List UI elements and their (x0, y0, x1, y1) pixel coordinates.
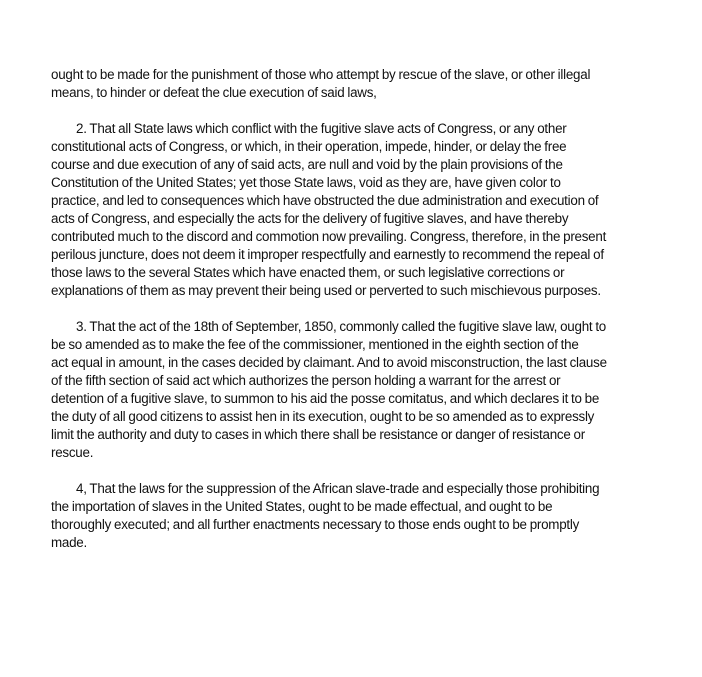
text-line: 3. That the act of the 18th of September, 1850, commonly called the fugitive slave law, ought to (76, 319, 607, 334)
document-page (51, 66, 661, 570)
text-line: made. (51, 535, 87, 550)
text-line: those laws to the several States which have enacted them, or such legislative corrections or (51, 265, 565, 280)
text-line: contributed much to the discord and commotion now prevailing. Congress, therefore, in the present (51, 229, 607, 244)
text-line: constitutional acts of Congress, or which, in their operation, impede, hinder, or delay the free (51, 139, 567, 154)
text-line: thoroughly executed; and all further enactments necessary to those ends ought to be promptly (51, 517, 580, 532)
text-line: ought to be made for the punishment of those who attempt by rescue of the slave, or other illegal (51, 67, 591, 82)
text-line: rescue. (51, 445, 94, 460)
text-line: detention of a fugitive slave, to summon to his aid the posse comitatus, and which declares it to be (51, 391, 600, 406)
paragraph-resolution-3 (51, 318, 661, 462)
text-line: Constitution of the United States; yet those State laws, void as they are, have given color to (51, 175, 561, 190)
text-line: means, to hinder or defeat the clue execution of said laws, (51, 85, 377, 100)
text-line: perilous juncture, does not deem it improper respectfully and earnestly to recommend the repeal of (51, 247, 604, 262)
text-line: be so amended as to make the fee of the commissioner, mentioned in the eighth section of the (51, 337, 579, 352)
text-line: act equal in amount, in the cases decided by claimant. And to avoid misconstruction, the last clause (51, 355, 607, 370)
text-line: course and due execution of any of said acts, are null and void by the plain provisions of the (51, 157, 563, 172)
text-line: limit the authority and duty to cases in which there shall be resistance or danger of resistance or (51, 427, 585, 442)
text-line: the importation of slaves in the United States, ought to be made effectual, and ought to be (51, 499, 553, 514)
text-line: 4, That the laws for the suppression of the African slave-trade and especially those prohibiting (76, 481, 600, 496)
text-line: the duty of all good citizens to assist hen in its execution, ought to be so amended as to expressly (51, 409, 595, 424)
text-line: practice, and led to consequences which have obstructed the due administration and execution of (51, 193, 599, 208)
text-line: 2. That all State laws which conflict with the fugitive slave acts of Congress, or any other (76, 121, 567, 136)
paragraph-continuation (51, 66, 661, 102)
text-line: explanations of them as may prevent their being used or perverted to such mischievous purposes. (51, 283, 601, 298)
paragraph-resolution-2 (51, 120, 661, 300)
paragraph-resolution-4 (51, 480, 661, 552)
text-line: acts of Congress, and especially the acts for the delivery of fugitive slaves, and have thereby (51, 211, 569, 226)
text-line: of the fifth section of said act which authorizes the person holding a warrant for the arrest or (51, 373, 561, 388)
